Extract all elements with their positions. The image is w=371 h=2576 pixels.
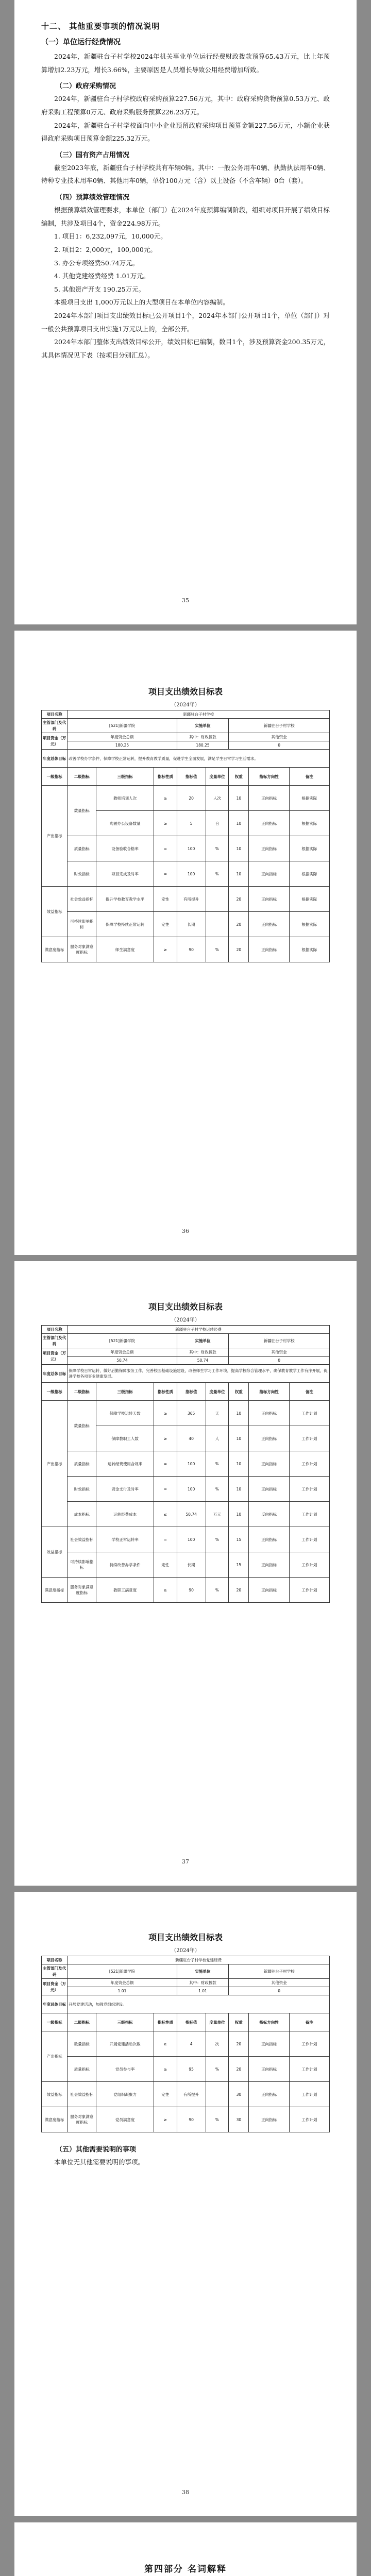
- table-cell: 根据实际: [289, 887, 329, 912]
- table-cell: 社会效益指标: [68, 887, 96, 912]
- page-5: [14, 2522, 357, 2576]
- table-cell: 100: [177, 861, 206, 887]
- column-header: 指标值: [177, 1383, 206, 1401]
- fund-value: 0: [229, 1357, 330, 1365]
- impl: 新疆驻台子村学校: [229, 719, 330, 733]
- table-cell: 有所提升: [177, 887, 206, 912]
- table-cell: 正向指标: [249, 1451, 289, 1477]
- table-cell: 30: [229, 2082, 249, 2107]
- table-title: 项目支出绩效目标表: [148, 1302, 223, 1312]
- dept: [521]新疆学院: [68, 1334, 177, 1348]
- s4-item: 本级项目支出 1,000万元以上的大型项目在本单位内容编制。: [54, 298, 229, 307]
- table-cell: 质量指标: [68, 1451, 96, 1477]
- table-cell: 10: [229, 1477, 249, 1502]
- s4-para2: 2024年本部门项目支出绩效目标已公开项目1个，2024年本部门公开项目1个，单位（部门）对一般公共预算项目支出实施1万元以上的，全部公开。: [41, 312, 330, 333]
- dept-label: 主管部门及代码: [42, 1964, 68, 1979]
- table-cell: 正向指标: [249, 1527, 289, 1552]
- table-cell: 正向指标: [249, 912, 289, 937]
- indicator-rows: [42, 786, 330, 962]
- table-cell: 持续改善办学条件: [96, 1552, 154, 1578]
- table-cell: ≥: [154, 786, 177, 811]
- table-cell: 工作计划: [289, 1502, 329, 1527]
- column-header: 指标值: [177, 2013, 206, 2031]
- fund-value: 1.01: [68, 1987, 177, 1995]
- table-cell: [206, 1552, 229, 1578]
- table-cell: 工作计划: [289, 2031, 329, 2057]
- table-cell: 根据实际: [289, 861, 329, 887]
- fund-value: 50.74: [177, 1357, 229, 1365]
- table-cell: =: [154, 836, 177, 861]
- table-cell: 正向指标: [249, 861, 289, 887]
- column-header: 二级指标: [68, 2013, 96, 2031]
- part12-title: 十二、 其他重要事项的情况说明: [41, 22, 160, 31]
- table-cell: 20: [177, 786, 206, 811]
- project-name: 新疆驻台子村学校运转经费: [68, 1326, 330, 1334]
- table-cell: 长期: [177, 912, 206, 937]
- page-number: 38: [182, 2489, 189, 2496]
- table-cell: 正向指标: [249, 1552, 289, 1578]
- table-cell: 时效指标: [68, 1477, 96, 1502]
- table-cell: 20: [229, 937, 249, 962]
- column-header: 指标性质: [154, 1383, 177, 1401]
- table-cell: 定性: [154, 887, 177, 912]
- s4-item: 4. 其他党建经费经费 1.01万元。: [54, 272, 150, 280]
- table-cell: 20: [229, 2031, 249, 2057]
- project-name-label: 项目名称: [42, 1326, 68, 1334]
- table-cell: 工作计划: [289, 2082, 329, 2107]
- table-cell: ≥: [154, 1578, 177, 1603]
- table-cell: 满意度指标: [42, 1578, 68, 1603]
- dept-label: 主管部门及代码: [42, 719, 68, 733]
- column-header: 一级指标: [42, 2013, 68, 2031]
- table-cell: 工作计划: [289, 1552, 329, 1578]
- table-cell: 购置办公设备数量: [96, 811, 154, 836]
- dept: [521]新疆学院: [68, 719, 177, 733]
- table-cell: 教职工满意度: [96, 1578, 154, 1603]
- column-header: 度量单位: [206, 768, 229, 786]
- fund-header: 年度资金总额: [68, 733, 177, 741]
- table-cell: 40: [177, 1426, 206, 1451]
- column-header: 二级指标: [68, 1383, 96, 1401]
- table-cell: 满意度指标: [42, 937, 68, 962]
- table-cell: ≥: [154, 937, 177, 962]
- fund-header: 年度资金总额: [68, 1978, 177, 1987]
- fund-header: 其中：财政拨款: [177, 1348, 229, 1356]
- dept: [521]新疆学院: [68, 1964, 177, 1979]
- indicator-row: [42, 1578, 330, 1603]
- table-cell: 党组织凝聚力: [96, 2082, 154, 2107]
- fund-value: 0: [229, 1987, 330, 1995]
- table-cell: 正向指标: [249, 1578, 289, 1603]
- table-header-row: [42, 2013, 330, 2031]
- table-cell: 保障学校持续正常运转: [96, 912, 154, 937]
- table-cell: %: [206, 2057, 229, 2082]
- table-cell: 根据实际: [289, 836, 329, 861]
- table-cell: ≥: [154, 1401, 177, 1426]
- table-cell: =: [154, 1451, 177, 1477]
- column-header: 指标方向性: [249, 1383, 289, 1401]
- table-cell: 10: [229, 1426, 249, 1451]
- table-cell: %: [206, 1527, 229, 1552]
- column-header: 度量单位: [206, 1383, 229, 1401]
- table-cell: 开展党建活动次数: [96, 2031, 154, 2057]
- table-cell: 20: [229, 887, 249, 912]
- table-cell: 党员满意度: [96, 2107, 154, 2132]
- fund-label: 项目资金（万元）: [42, 1978, 68, 1995]
- table-cell: ≥: [154, 2107, 177, 2132]
- s4-para3: 2024年本部门整体支出绩效目标公开，绩效目标已编制，数目1个，涉及预算资金200.35万元，其具体情况见下表（按项目分别汇总）。: [41, 338, 330, 359]
- s1-para: 2024年，新疆驻台子村学校2024年机关事业单位运行经费财政拨款预算65.43万元，比上年预算增加2.23万元，增长3.66%，主要原因是人员增长导致公用经费增加所致。: [41, 53, 330, 74]
- performance-table: [41, 1956, 330, 2132]
- table-cell: 教师培训人次: [96, 786, 154, 811]
- table-cell: 数量指标: [68, 786, 96, 836]
- table-cell: 95: [177, 2057, 206, 2082]
- table-cell: [206, 887, 229, 912]
- page-2: [14, 631, 357, 1255]
- page-number: 36: [182, 1228, 189, 1234]
- table-cell: %: [206, 836, 229, 861]
- column-header: 指标方向性: [249, 768, 289, 786]
- dept-label: 主管部门及代码: [42, 1334, 68, 1348]
- impl-label: 实施单位: [177, 719, 229, 733]
- fund-value: 1.01: [177, 1987, 229, 1995]
- table-cell: 100: [177, 836, 206, 861]
- table-cell: 提升学校教育教学水平: [96, 887, 154, 912]
- s3-para: 截至2023年底，新疆驻台子村学校共有车辆0辆。其中：一般公务用车0辆、执勤执法用车0辆、特种专业技术用车0辆、其他用车0辆，单价100万元（含）以上设备（不含车辆）0台（套）。: [41, 163, 330, 185]
- page-3: [14, 1261, 357, 1886]
- goal-label: 年度总体目标: [42, 1365, 68, 1383]
- impl-label: 实施单位: [177, 1964, 229, 1979]
- table-cell: 10: [229, 861, 249, 887]
- table-cell: 质量指标: [68, 2057, 96, 2082]
- s1-title: （一）单位运行经费情况: [41, 38, 121, 46]
- column-header: 三级指标: [96, 2013, 154, 2031]
- goal-text: 开展党建活动，加强党组织建设。: [68, 1995, 330, 2013]
- table-cell: 效益指标: [42, 887, 68, 937]
- table-cell: 30: [229, 2107, 249, 2132]
- table-cell: 师生满意度: [96, 937, 154, 962]
- project-name: 新疆驻台子村学校: [68, 710, 330, 719]
- s4-item: 3. 办公专项经费50.74万元。: [54, 259, 139, 267]
- s2-para2: 2024年，新疆驻台子村学校面向中小企业预留政府采购项目预算金额227.56万元，小额企业获得政府采购项目预算金额225.32万元。: [41, 121, 330, 143]
- table-cell: 成本指标: [68, 1502, 96, 1527]
- table-cell: 运转经费使用合规率: [96, 1451, 154, 1477]
- table-cell: 50.74: [177, 1502, 206, 1527]
- table-cell: 项目完成及时率: [96, 861, 154, 887]
- project-name: 新疆驻台子村学校党建经费: [68, 1956, 330, 1964]
- table-cell: 设备验收合格率: [96, 836, 154, 861]
- table-cell: 10: [229, 1401, 249, 1426]
- table-cell: 5: [177, 811, 206, 836]
- column-header: 权重: [229, 768, 249, 786]
- table-cell: 90: [177, 2107, 206, 2132]
- table-title: 项目支出绩效目标表: [148, 687, 223, 697]
- table-title: 项目支出绩效目标表: [148, 1933, 223, 1942]
- table-cell: 长期: [177, 1552, 206, 1578]
- column-header: 备注: [289, 768, 329, 786]
- fund-value: 180.25: [68, 741, 177, 750]
- fund-header: 其中：财政拨款: [177, 733, 229, 741]
- table-cell: 保障学校运转天数: [96, 1401, 154, 1426]
- table-cell: 反向指标: [249, 1502, 289, 1527]
- column-header: 二级指标: [68, 768, 96, 786]
- column-header: 一级指标: [42, 768, 68, 786]
- table-cell: =: [154, 1527, 177, 1552]
- indicator-row: [42, 786, 330, 811]
- table-cell: 工作计划: [289, 1527, 329, 1552]
- s4-title: （四）预算绩效管理情况: [56, 194, 130, 201]
- table-cell: ≥: [154, 811, 177, 836]
- indicator-row: [42, 861, 330, 887]
- goal-label: 年度总体目标: [42, 1995, 68, 2013]
- table-cell: 正向指标: [249, 2057, 289, 2082]
- s2-title: （二）政府采购情况: [56, 82, 116, 91]
- table-cell: 运转经费成本: [96, 1502, 154, 1527]
- impl-label: 实施单位: [177, 1334, 229, 1348]
- fund-header: 其中：财政拨款: [177, 1978, 229, 1987]
- impl: 新疆驻台子村学校: [229, 1964, 330, 1979]
- table-cell: 数量指标: [68, 1401, 96, 1451]
- table-cell: 服务对象满意度指标: [68, 1578, 96, 1603]
- table-cell: 保障教职工人数: [96, 1426, 154, 1451]
- column-header: 指标性质: [154, 768, 177, 786]
- table-cell: 工作计划: [289, 2107, 329, 2132]
- indicator-rows: [42, 2031, 330, 2132]
- table-cell: 次: [206, 2031, 229, 2057]
- table-cell: 党员参与率: [96, 2057, 154, 2082]
- s5-para: 本单位无其他需要说明的事项。: [54, 2158, 145, 2166]
- table-cell: 学校正常运转率: [96, 1527, 154, 1552]
- table-cell: 10: [229, 1451, 249, 1477]
- table-cell: 90: [177, 1578, 206, 1603]
- table-cell: 天: [206, 1401, 229, 1426]
- table-cell: 服务对象满意度指标: [68, 2107, 96, 2132]
- s2-para: 2024年，新疆驻台子村学校政府采购预算227.56万元，其中：政府采购货物预算0.53万元、政府采购工程预算0万元、政府采购服务预算226.23万元。: [41, 95, 330, 116]
- indicator-row: [42, 937, 330, 962]
- table-cell: 正向指标: [249, 836, 289, 861]
- s4-para1: 根据预算绩效管理要求，本单位（部门）在2024年度预算编制阶段，组织对项目开展了绩效目标编制，共涉及项目4个，资金224.98万元。: [41, 206, 330, 227]
- table-cell: 服务对象满意度指标: [68, 937, 96, 962]
- table-cell: 根据实际: [289, 786, 329, 811]
- table-cell: 人次: [206, 786, 229, 811]
- table-year: （2024年）: [171, 1317, 200, 1323]
- fund-label: 项目资金（万元）: [42, 733, 68, 750]
- table-cell: 工作计划: [289, 1401, 329, 1426]
- fund-header: 其他资金: [229, 1348, 330, 1356]
- table-cell: 20: [229, 2057, 249, 2082]
- table-cell: 365: [177, 1401, 206, 1426]
- table-cell: %: [206, 937, 229, 962]
- fund-header: 其他资金: [229, 1978, 330, 1987]
- fund-header: 年度资金总额: [68, 1348, 177, 1356]
- performance-table: [41, 1325, 330, 1603]
- table-cell: 时效指标: [68, 861, 96, 887]
- table-cell: 正向指标: [249, 2107, 289, 2132]
- table-cell: 正向指标: [249, 786, 289, 811]
- table-cell: 台: [206, 811, 229, 836]
- page-4: [14, 1892, 357, 2516]
- goal-text: 保障学校日常运转，做好后勤保障服务工作，完善校园基础设施建设，改善师生学习工作环境，提高学校综合管理水平，确保教育教学工作有序开展，促进学校各项事业健康发展。: [68, 1365, 330, 1383]
- table-cell: 社会效益指标: [68, 2082, 96, 2107]
- column-header: 权重: [229, 1383, 249, 1401]
- table-cell: 20: [229, 912, 249, 937]
- column-header: 度量单位: [206, 2013, 229, 2031]
- table-cell: 人: [206, 1426, 229, 1451]
- table-cell: 有所提升: [177, 2082, 206, 2107]
- s5-title: （五）其他需要说明的事项: [56, 2146, 137, 2154]
- table-cell: 质量指标: [68, 836, 96, 861]
- project-name-label: 项目名称: [42, 1956, 68, 1964]
- table-cell: %: [206, 861, 229, 887]
- s4-item: 2. 项目2：2,000元，100,000元。: [54, 245, 157, 253]
- table-cell: 产出指标: [42, 1401, 68, 1527]
- table-cell: 工作计划: [289, 1477, 329, 1502]
- table-cell: 正向指标: [249, 2082, 289, 2107]
- table-cell: 10: [229, 811, 249, 836]
- table-cell: [206, 2082, 229, 2107]
- impl: 新疆驻台子村学校: [229, 1334, 330, 1348]
- table-cell: %: [206, 2107, 229, 2132]
- table-cell: 工作计划: [289, 1451, 329, 1477]
- goal-text: 改善学校办学条件，保障学校正常运转，提升教育教学质量，促进学生全面发展，满足学生日常学习生活需求。: [68, 750, 330, 768]
- s3-title: （三）国有资产占用情况: [56, 151, 130, 159]
- table-cell: 满意度指标: [42, 2107, 68, 2132]
- table-year: （2024年）: [171, 702, 200, 708]
- table-cell: [206, 912, 229, 937]
- table-cell: ≥: [154, 2057, 177, 2082]
- table-cell: 数量指标: [68, 2031, 96, 2057]
- indicator-row: [42, 2057, 330, 2082]
- column-header: 权重: [229, 2013, 249, 2031]
- table-cell: 效益指标: [42, 1527, 68, 1578]
- table-cell: ≥: [154, 2031, 177, 2057]
- table-cell: 根据实际: [289, 912, 329, 937]
- column-header: 一级指标: [42, 1383, 68, 1401]
- column-header: 备注: [289, 1383, 329, 1401]
- indicator-row: [42, 1451, 330, 1477]
- table-cell: 15: [229, 1527, 249, 1552]
- table-cell: 定性: [154, 2082, 177, 2107]
- table-header-row: [42, 1383, 330, 1401]
- table-cell: 可持续影响指标: [68, 1552, 96, 1578]
- table-cell: 工作计划: [289, 2057, 329, 2082]
- table-cell: 社会效益指标: [68, 1527, 96, 1552]
- table-cell: 正向指标: [249, 1477, 289, 1502]
- table-cell: 可持续影响指标: [68, 912, 96, 937]
- table-cell: 工作计划: [289, 1426, 329, 1451]
- indicator-row: [42, 1502, 330, 1527]
- table-cell: 工作计划: [289, 1578, 329, 1603]
- indicator-row: [42, 1477, 330, 1502]
- project-name-label: 项目名称: [42, 710, 68, 719]
- indicator-row: [42, 1552, 330, 1578]
- table-cell: =: [154, 1477, 177, 1502]
- column-header: 指标值: [177, 768, 206, 786]
- column-header: 指标性质: [154, 2013, 177, 2031]
- table-cell: %: [206, 1477, 229, 1502]
- table-cell: 万元: [206, 1502, 229, 1527]
- table-cell: 10: [229, 1502, 249, 1527]
- goal-label: 年度总体目标: [42, 750, 68, 768]
- table-header-row: [42, 768, 330, 786]
- table-cell: 正向指标: [249, 937, 289, 962]
- performance-table: [41, 710, 330, 962]
- table-cell: 正向指标: [249, 1426, 289, 1451]
- column-header: 指标方向性: [249, 2013, 289, 2031]
- page-number: 35: [182, 597, 189, 604]
- table-cell: 根据实际: [289, 811, 329, 836]
- fund-value: 50.74: [68, 1357, 177, 1365]
- table-cell: 定性: [154, 912, 177, 937]
- fund-header: 其他资金: [229, 733, 330, 741]
- table-cell: 正向指标: [249, 811, 289, 836]
- table-cell: 正向指标: [249, 887, 289, 912]
- table-cell: 根据实际: [289, 937, 329, 962]
- table-cell: %: [206, 1451, 229, 1477]
- table-cell: 效益指标: [42, 2082, 68, 2107]
- column-header: 三级指标: [96, 768, 154, 786]
- table-cell: 产出指标: [42, 2031, 68, 2082]
- table-cell: 100: [177, 1451, 206, 1477]
- table-cell: 4: [177, 2031, 206, 2057]
- table-cell: ≥: [154, 1426, 177, 1451]
- page-number: 37: [182, 1858, 189, 1865]
- fund-value: 0: [229, 741, 330, 750]
- fund-value: 180.25: [177, 741, 229, 750]
- table-cell: 15: [229, 1552, 249, 1578]
- table-cell: =: [154, 861, 177, 887]
- table-cell: ≤: [154, 1502, 177, 1527]
- table-cell: 资金支付及时率: [96, 1477, 154, 1502]
- indicator-row: [42, 836, 330, 861]
- s4-item: 5. 其他资产开支 190.25万元。: [54, 285, 145, 293]
- column-header: 备注: [289, 2013, 329, 2031]
- indicator-row: [42, 2107, 330, 2132]
- indicator-row: [42, 2031, 330, 2057]
- part4-title: 第四部分 名词解释: [144, 2564, 227, 2574]
- indicator-row: [42, 887, 330, 912]
- table-cell: 正向指标: [249, 1401, 289, 1426]
- column-header: 三级指标: [96, 1383, 154, 1401]
- indicator-row: [42, 912, 330, 937]
- indicator-row: [42, 1527, 330, 1552]
- table-cell: %: [206, 1578, 229, 1603]
- fund-label: 项目资金（万元）: [42, 1348, 68, 1365]
- table-cell: 100: [177, 1477, 206, 1502]
- table-cell: 10: [229, 786, 249, 811]
- table-cell: 正向指标: [249, 2031, 289, 2057]
- s4-item: 1. 项目1：6,232,097元，10,000元。: [54, 232, 167, 241]
- table-cell: 定性: [154, 1552, 177, 1578]
- indicator-rows: [42, 1401, 330, 1603]
- table-year: （2024年）: [171, 1948, 200, 1954]
- indicator-row: [42, 1401, 330, 1426]
- table-cell: 20: [229, 1578, 249, 1603]
- table-cell: 产出指标: [42, 786, 68, 887]
- table-cell: 100: [177, 1527, 206, 1552]
- page-1: [14, 0, 357, 624]
- indicator-row: [42, 2082, 330, 2107]
- table-cell: 90: [177, 937, 206, 962]
- table-cell: 10: [229, 836, 249, 861]
